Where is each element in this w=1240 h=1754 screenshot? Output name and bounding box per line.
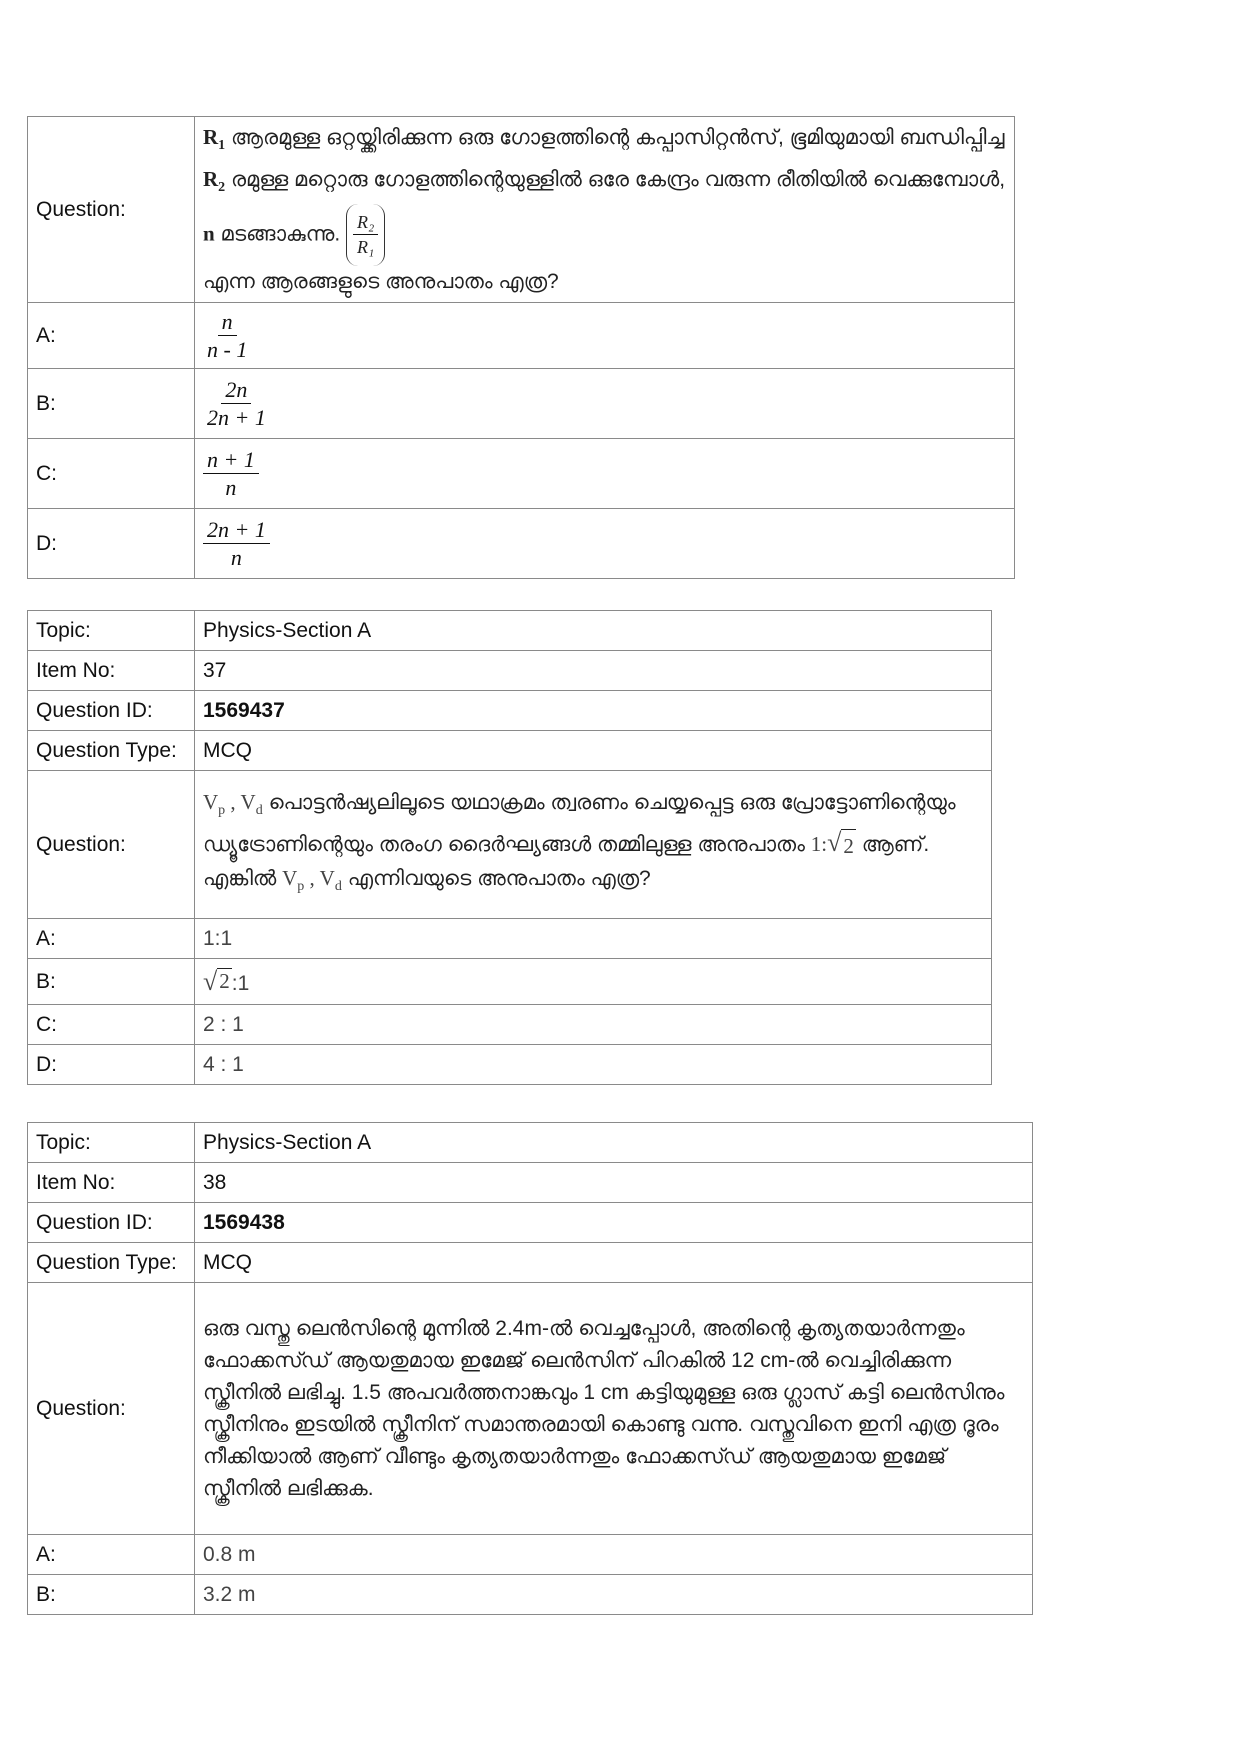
item-no-label: Item No:	[28, 651, 195, 691]
question-37-table	[27, 610, 992, 1085]
question-id-label: Question ID:	[28, 1203, 195, 1243]
option-a-label: A:	[28, 1535, 195, 1575]
topic-label: Topic:	[28, 611, 195, 651]
ratio-expression: $\frac{\text{R₂}}{\text{R₁}}$	[346, 204, 385, 266]
question-label: Question:	[28, 117, 195, 303]
option-b: √ 2 :1	[195, 959, 992, 1005]
question-label: Question:	[28, 1283, 195, 1535]
question-id-label: Question ID:	[28, 691, 195, 731]
option-b-label: B:	[28, 1575, 195, 1615]
option-a: 1:1	[195, 919, 992, 959]
option-a: $\frac{n}{n - 1}$	[195, 303, 1015, 369]
option-b-label: B:	[28, 959, 195, 1005]
topic-value: Physics-Section A	[195, 1123, 1033, 1163]
topic-label: Topic:	[28, 1123, 195, 1163]
question-36-table	[27, 116, 1015, 579]
question-text: $V_p$ , $V_d$ പൊട്ടൻഷ്യലിലൂടെ യഥാക്രമം ത്വരണം ചെയ്യപ്പെട്ട ഒരു പ്രോട്ടോണിന്റെയും ഡ്യൂട്രോണിന്റെയും തരംഗ ദൈർഘ്യങ്ങൾ തമ്മിലുള്ള അനുപാതം 1: √ 2 ആണ്. എങ്കിൽ $V_p$ , $V_d$ എന്നിവയുടെ അനുപാതം എത്ര?	[195, 771, 992, 919]
question-text: $R_1$ ആരമുള്ള ഒറ്റയ്ക്കിരിക്കുന്ന ഒരു ഗോളത്തിന്റെ കപ്പാസിറ്റൻസ്, ഭൂമിയുമായി ബന്ധിപ്പിച്ച $R_2$ രമുള്ള മറ്റൊരു ഗോളത്തിന്റെയുള്ളിൽ ഒരേ കേന്ദ്രം വരുന്ന രീതിയിൽ വെക്കുമ്പോൾ, n മടങ്ങാകുന്നു. $\frac{\text{R₂}}{\text{R₁}}$ എന്ന ആരങ്ങളുടെ അനുപാതം എത്ര?	[195, 117, 1015, 303]
option-c-label: C:	[28, 439, 195, 509]
question-type-label: Question Type:	[28, 1243, 195, 1283]
question-type-value: MCQ	[195, 731, 992, 771]
option-c: $\frac{n + 1}{n}$	[195, 439, 1015, 509]
option-d-label: D:	[28, 509, 195, 579]
option-a-label: A:	[28, 303, 195, 369]
option-a: 0.8 m	[195, 1535, 1033, 1575]
question-id-value: 1569438	[195, 1203, 1033, 1243]
question-id-value: 1569437	[195, 691, 992, 731]
option-a-label: A:	[28, 919, 195, 959]
question-type-value: MCQ	[195, 1243, 1033, 1283]
item-no-value: 38	[195, 1163, 1033, 1203]
item-no-label: Item No:	[28, 1163, 195, 1203]
option-b: $\frac{2n}{2n + 1}$	[195, 369, 1015, 439]
topic-value: Physics-Section A	[195, 611, 992, 651]
question-text: ഒരു വസ്തു ലെൻസിന്റെ മുന്നിൽ 2.4m-ൽ വെച്ചപ്പോൾ, അതിന്റെ കൃത്യതയാർന്നതും ഫോക്കസ്ഡ് ആയതുമായ ഇമേജ് ലെൻസിന് പിറകിൽ 12 cm-ൽ വെച്ചിരിക്കുന്ന സ്ക്രീനിൽ ലഭിച്ചു. 1.5 അപവർത്തനാങ്കവും 1 cm കട്ടിയുമുള്ള ഒരു ഗ്ലാസ് കട്ടി ലെൻസിനും സ്ക്രീനിനും ഇടയിൽ സ്ക്രീനിന് സമാന്തരമായി കൊണ്ടു വന്നു. വസ്തുവിനെ ഇനി എത്ര ദൂരം നീക്കിയാൽ ആണ് വീണ്ടും കൃത്യതയാർന്നതും ഫോക്കസ്ഡ് ആയതുമായ ഇമേജ് സ്ക്രീനിൽ ലഭിക്കുക.	[195, 1283, 1033, 1535]
option-b: 3.2 m	[195, 1575, 1033, 1615]
r1-symbol: $R_1$	[203, 125, 226, 154]
question-type-label: Question Type:	[28, 731, 195, 771]
option-d: $\frac{2n + 1}{n}$	[195, 509, 1015, 579]
question-38-table	[27, 1122, 1033, 1615]
item-no-value: 37	[195, 651, 992, 691]
r2-symbol: $R_2$	[203, 166, 226, 195]
option-d-label: D:	[28, 1045, 195, 1085]
option-c: 2 : 1	[195, 1005, 992, 1045]
option-c-label: C:	[28, 1005, 195, 1045]
option-d: 4 : 1	[195, 1045, 992, 1085]
option-b-label: B:	[28, 369, 195, 439]
question-label: Question:	[28, 771, 195, 919]
